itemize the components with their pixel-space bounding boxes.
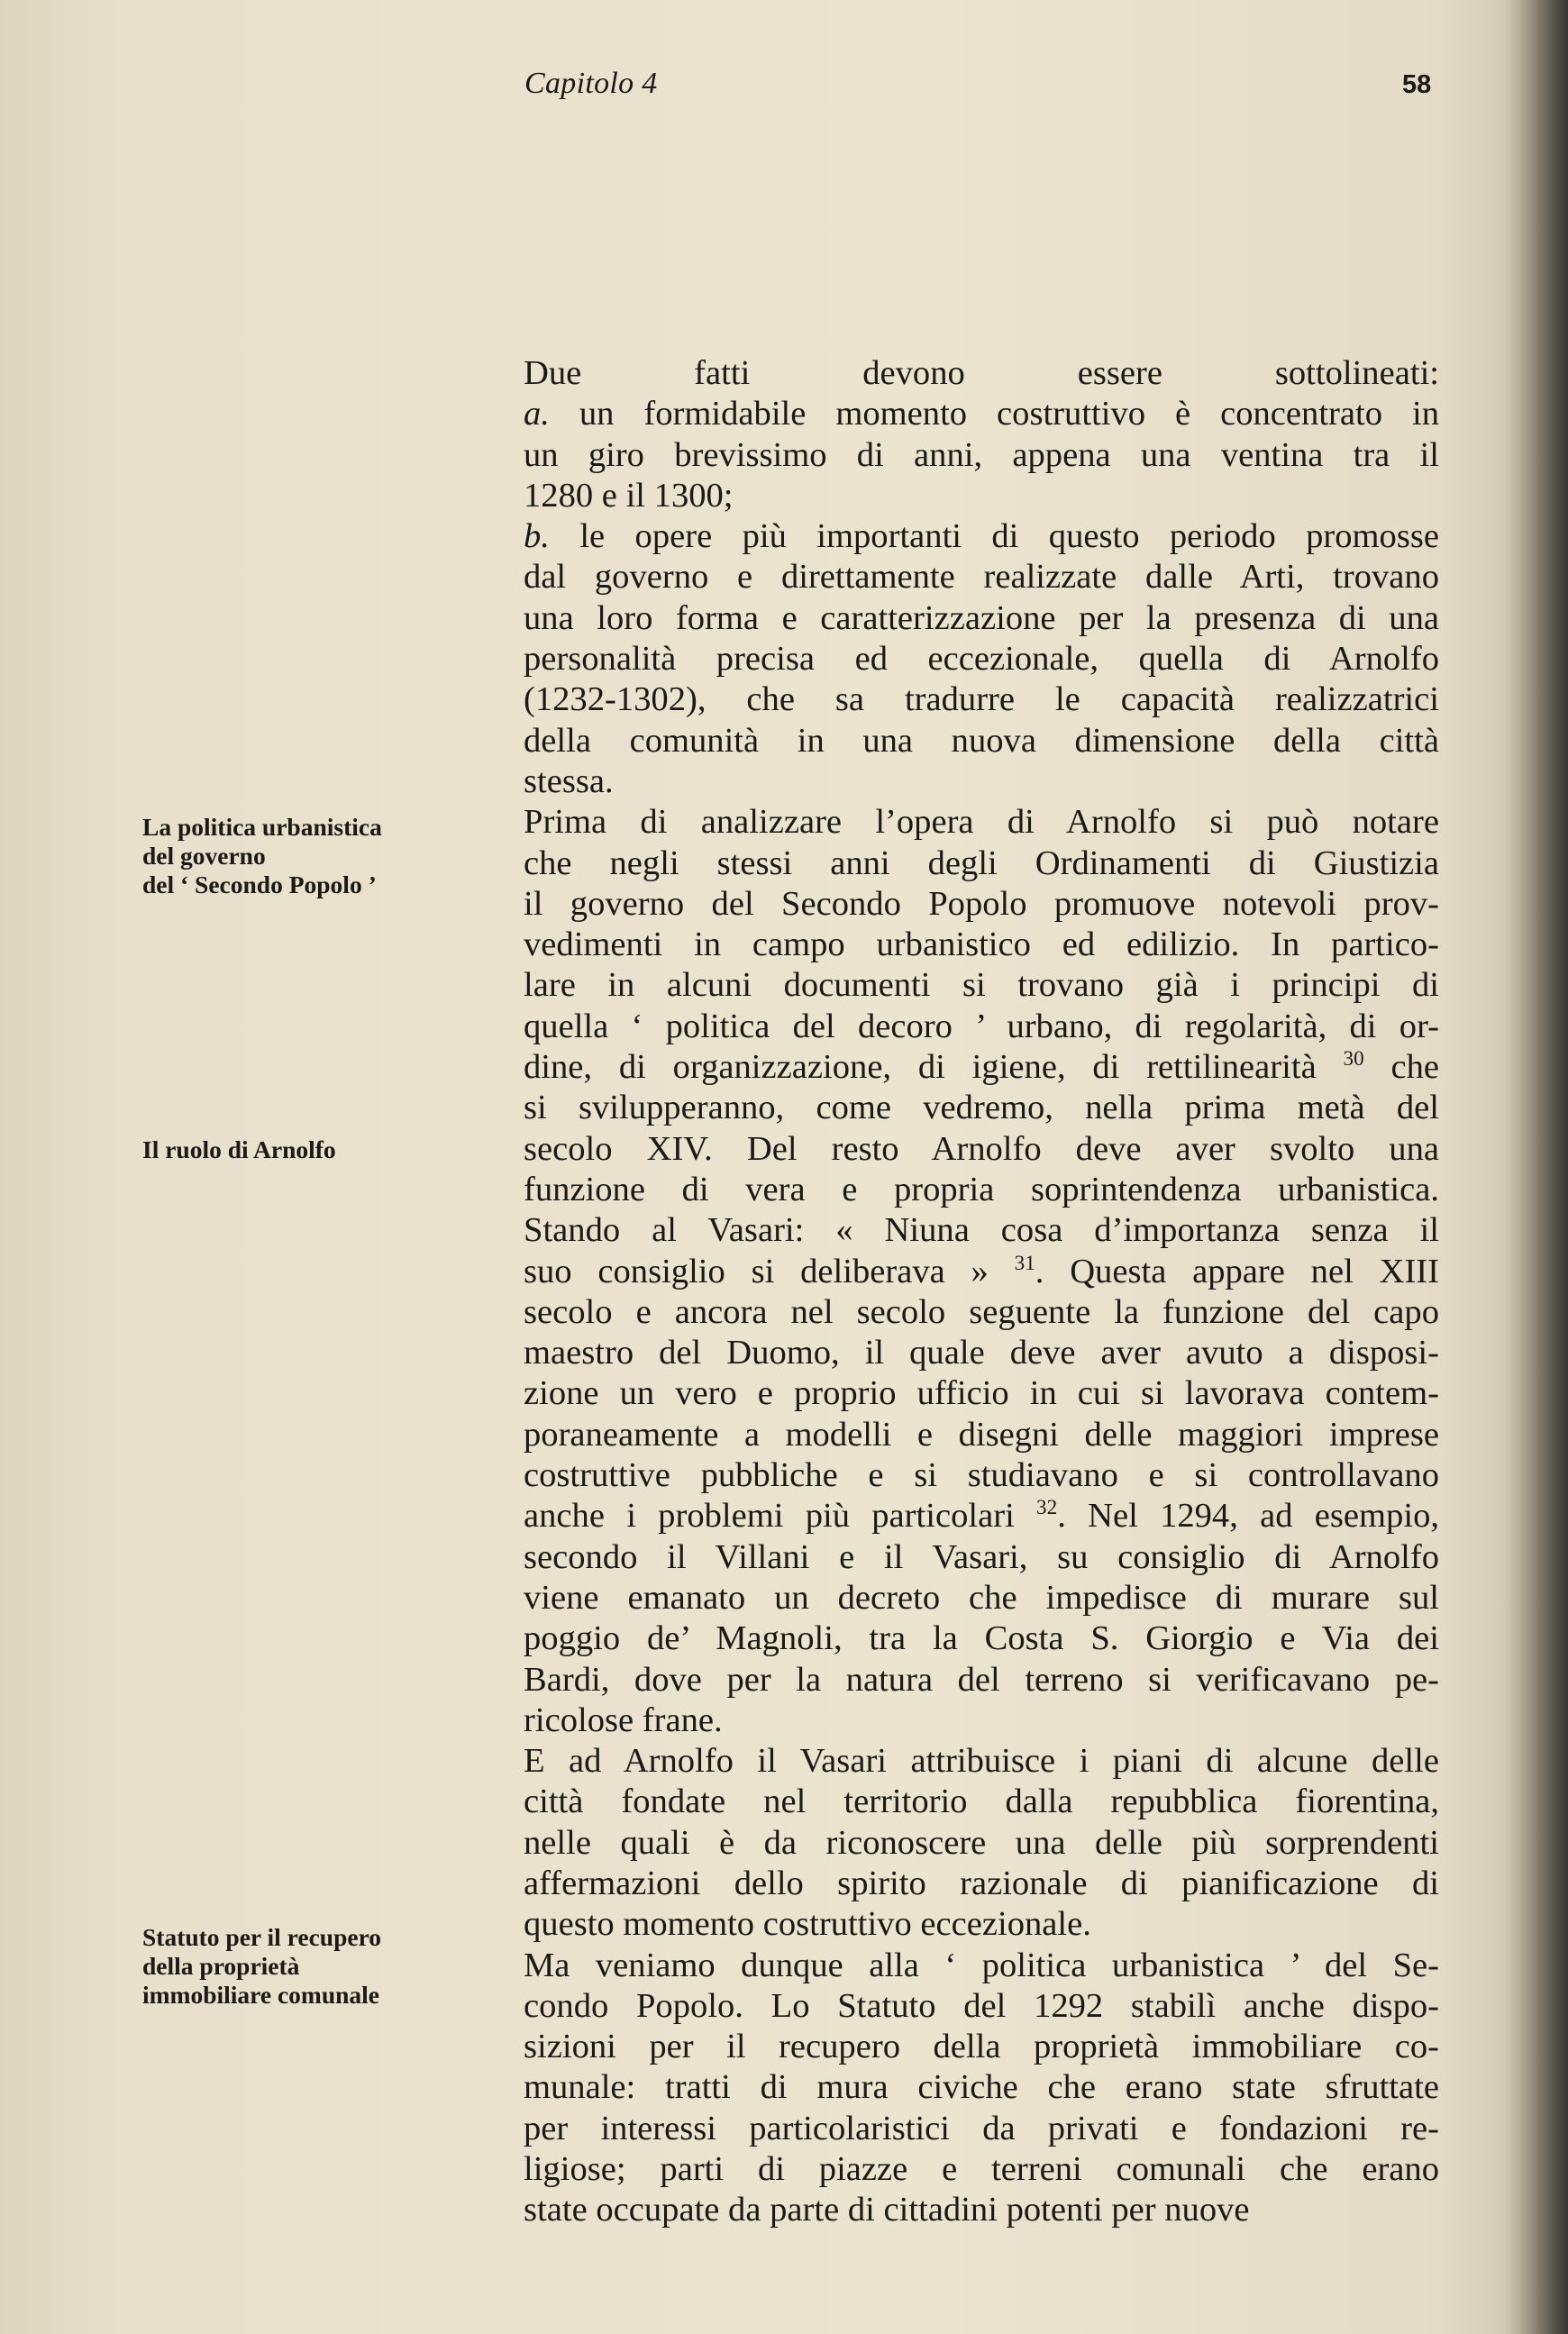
body-line: si svilupperanno, come vedremo, nella prima metà del xyxy=(524,1089,1439,1127)
body-line: costruttive pubbliche e si studiavano e si controllavano xyxy=(524,1456,1439,1495)
body-line: che negli stessi anni degli Ordinamenti di Giustizia xyxy=(524,843,1439,882)
body-line: un giro brevissimo di anni, appena una ventina tra il xyxy=(524,435,1439,474)
body-line: questo momento costruttivo eccezionale. xyxy=(524,1905,1091,1944)
body-line: quella ‘ politica del decoro ’ urbano, di regolarità, di or- xyxy=(524,1007,1439,1045)
body-line: affermazioni dello spirito razionale di pianificazione di xyxy=(524,1864,1439,1902)
margin-note-line: della proprietà xyxy=(142,1952,300,1980)
body-line: maestro del Duomo, il quale deve aver avuto a disposi- xyxy=(524,1334,1439,1372)
body-line: il governo del Secondo Popolo promuove notevoli prov- xyxy=(524,884,1439,923)
body-line: secondo il Villani e il Vasari, su consiglio di Arnolfo xyxy=(524,1537,1439,1576)
body-line: viene emanato un decreto che impedisce di murare sul xyxy=(524,1578,1439,1617)
body-line: nelle quali è da riconoscere una delle più sorprendenti xyxy=(524,1823,1439,1862)
body-text xyxy=(524,353,1439,2231)
body-line: poggio de’ Magnoli, tra la Costa S. Giorgio e Via dei xyxy=(524,1619,1439,1658)
margin-note-line: Statuto per il recupero xyxy=(142,1923,382,1951)
body-line: state occupate da parte di cittadini potenti per nuove xyxy=(524,2191,1250,2229)
footnote-ref: 30 xyxy=(1343,1047,1364,1071)
body-line: E ad Arnolfo il Vasari attribuisce i piani di alcune delle xyxy=(524,1742,1439,1781)
body-line: Bardi, dove per la natura del terreno si verificavano pe- xyxy=(524,1660,1439,1699)
body-line: della comunità in una nuova dimensione della città xyxy=(524,721,1439,760)
margin-note-politica-urbanistica xyxy=(142,813,485,899)
body-line: secolo XIV. Del resto Arnolfo deve aver svolto una xyxy=(524,1129,1439,1168)
margin-note-statuto xyxy=(142,1923,485,2010)
body-line: ligiose; parti di piazze e terreni comunali che erano xyxy=(524,2150,1439,2189)
margin-note-line: Il ruolo di Arnolfo xyxy=(142,1135,336,1163)
body-line: anche i problemi più particolari $^{32}$. Nel 1294, ad esempio, xyxy=(524,1496,1439,1536)
body-line: suo consiglio si deliberava » $^{31}$. Questa appare nel XIII xyxy=(524,1251,1439,1290)
body-line: a. un formidabile momento costruttivo è concentrato in xyxy=(524,395,1439,433)
footnote-ref: 32 xyxy=(1036,1496,1058,1520)
footnote-ref: 31 xyxy=(1014,1251,1035,1275)
margin-note-line: del governo xyxy=(142,842,266,870)
body-line: Stando al Vasari: « Niuna cosa d’importanza senza il xyxy=(524,1211,1439,1250)
body-line: condo Popolo. Lo Statuto del 1292 stabilì anche dispo- xyxy=(524,1986,1439,2025)
body-line: dine, di organizzazione, di igiene, di rettilinearità $^{30}$ che xyxy=(524,1047,1439,1087)
body-line: ricolose frane. xyxy=(524,1700,723,1739)
body-line: 1280 e il 1300; xyxy=(524,476,734,515)
running-header-chapter: Capitolo 4 xyxy=(524,67,658,100)
body-line: vedimenti in campo urbanistico ed edilizio. In partico- xyxy=(524,925,1439,964)
body-line: una loro forma e caratterizzazione per la presenza di una xyxy=(524,598,1439,637)
body-line: personalità precisa ed eccezionale, quella di Arnolfo xyxy=(524,640,1439,679)
body-line: dal governo e direttamente realizzate dalle Arti, trovano xyxy=(524,558,1439,597)
margin-note-line: La politica urbanistica xyxy=(142,813,382,841)
body-line: città fondate nel territorio dalla repubblica fiorentina, xyxy=(524,1782,1439,1821)
body-line: b. le opere più importanti di questo periodo promosse xyxy=(524,517,1439,556)
body-line: (1232-1302), che sa tradurre le capacità realizzatrici xyxy=(524,680,1439,719)
body-line: secolo e ancora nel secolo seguente la funzione del capo xyxy=(524,1292,1439,1331)
body-line: lare in alcuni documenti si trovano già i principi di xyxy=(524,966,1439,1005)
body-line: munale: tratti di mura civiche che erano state sfruttate xyxy=(524,2068,1439,2107)
body-line: Due fatti devono essere sottolineati: xyxy=(524,354,1439,392)
margin-note-line: del ‘ Secondo Popolo ’ xyxy=(142,871,377,898)
body-line: per interessi particolaristici da privati e fondazioni re- xyxy=(524,2109,1439,2147)
body-line: Ma veniamo dunque alla ‘ politica urbanistica ’ del Se- xyxy=(524,1946,1439,1984)
book-spine-shadow xyxy=(1505,0,1568,2334)
body-line: zione un vero e proprio ufficio in cui si lavorava contem- xyxy=(524,1374,1439,1413)
page-number: 58 xyxy=(1402,70,1432,99)
body-line: poraneamente a modelli e disegni delle maggiori imprese xyxy=(524,1415,1439,1454)
body-line: Prima di analizzare l’opera di Arnolfo si può notare xyxy=(524,803,1439,842)
body-line: funzione di vera e propria soprintendenza urbanistica. xyxy=(524,1170,1439,1208)
body-line: stessa. xyxy=(524,761,614,800)
margin-note-ruolo-arnolfo xyxy=(142,1135,485,1164)
body-line: sizioni per il recupero della proprietà immobiliare co- xyxy=(524,2028,1439,2066)
margin-note-line: immobiliare comunale xyxy=(142,1981,380,2009)
